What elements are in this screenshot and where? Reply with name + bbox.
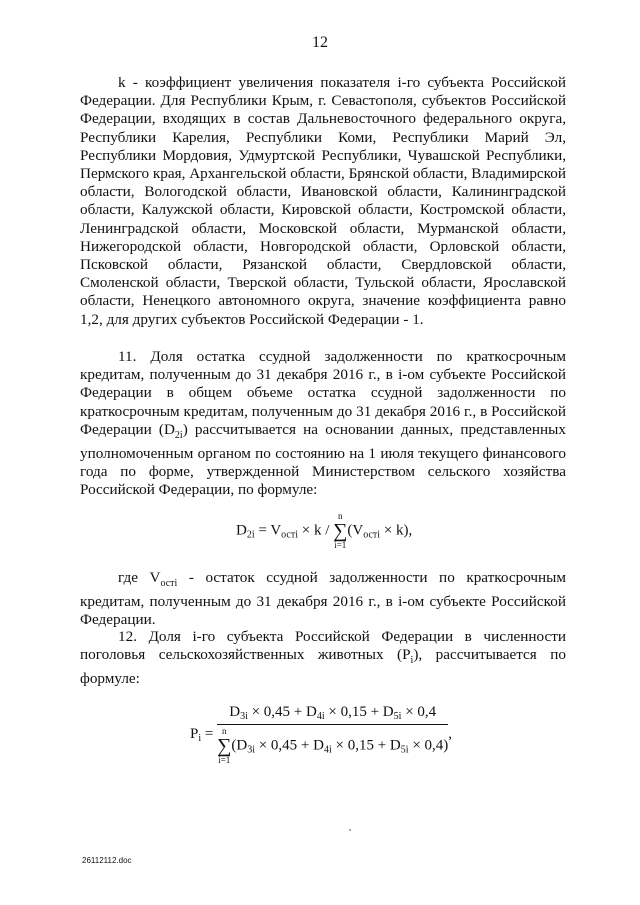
formula-d2i-eq: = V [254, 522, 282, 539]
formula-d2i-mid: × k / [298, 522, 334, 539]
paragraph-12 [80, 628, 566, 689]
formula-d2i-sum-sign: ∑ [333, 520, 348, 542]
formula-pi [190, 704, 452, 765]
formula-d2i-lhs-sub: 2i [246, 529, 255, 541]
formula-d2i-sum-bottom: i=1 [334, 540, 347, 550]
formula-pi-num-d4-sub: 4i [316, 711, 325, 722]
formula-pi-num-t1: × 0,45 + D [247, 704, 317, 720]
formula-d2i-paren: (V [347, 522, 364, 539]
paragraph-11-symbol-sub: 2i [174, 429, 183, 441]
formula-d2i-lhs: D [236, 522, 247, 539]
paragraph-k-text: k - коэффициент увеличения показателя i-го субъекта Российской Федерации. Для Республики Крым, г. Севастополя, субъектов Российской Федерации, входящих в состав Дальневосточного федерального округа, Республики Карелия, Республики Коми, Республики Марий Эл, Республики Мордовия, Удмуртской Республики, Чувашской Республики, Пермского края, Архангельской области, Брянской области, Владимирской области, Вологодской области, Ивановской области, Калининградской области, Калужской области, Кировской области, Костромской области, Ленинградской области, Московской области, Мурманской области, Нижегородской области, Новгородской области, Орловской области, Псковской области, Рязанской области, Свердловской области, Смоленской области, Тверской области, Тульской области, Ярославской области, Ненецкого автономного округа, значение коэффициента равно 1,2, для других субъектов Российской Федерации - 1. [80, 74, 566, 328]
formula-pi-sum-bottom: i=1 [218, 755, 231, 765]
formula-pi-den-t2: × 0,15 + D [331, 737, 401, 754]
paragraph-11-text [80, 348, 566, 500]
formula-pi-den-open: (D [231, 737, 248, 754]
formula-pi-lhs: P [190, 726, 199, 742]
paragraph-11 [80, 348, 566, 500]
formula-pi-denominator [217, 725, 448, 765]
formula-pi-sum-top: n [221, 726, 227, 736]
formula-pi-num-d3-sub: 3i [240, 711, 248, 722]
formula-pi-den-d4-sub: 4i [323, 744, 332, 756]
formula-pi-den-t3: × 0,4) [408, 737, 449, 754]
formula-pi-den-t1: × 0,45 + D [254, 737, 324, 754]
where-clause-text [80, 569, 566, 630]
paragraph-12-text-end: ), рассчитывается по формуле: [80, 646, 566, 688]
formula-d2i-v-sub-2: остi [363, 529, 381, 541]
formula-pi-den-d3-sub: 3i [247, 744, 255, 756]
formula-pi-eq: = [201, 726, 214, 742]
paragraph-12-text-start: 12. Доля i-го субъекта Российской Федерации в численности поголовья сельскохозяйственных животных (P [80, 628, 566, 664]
formula-pi-num-t2: × 0,15 + D [324, 704, 394, 720]
formula-d2i-v-sub: остi [281, 529, 298, 541]
where-rest: - остаток ссудной задолженности по краткосрочным кредитам, полученным до 31 декабря 2016 г., в i-ом субъекте Российской Федерации. [80, 569, 566, 629]
where-clause [80, 569, 566, 630]
paragraph-12-sub: i [410, 655, 414, 667]
document-footer: 26112112.doc [82, 856, 132, 865]
formula-pi-fraction [217, 704, 448, 765]
scan-speck [349, 829, 351, 831]
formula-pi-sum-sign: ∑ [217, 735, 232, 757]
paragraph-k-coefficient [80, 74, 566, 329]
formula-pi-trailing: , [448, 726, 453, 742]
formula-d2i-sum [333, 512, 347, 550]
page-number: 12 [312, 34, 328, 51]
paragraph-11-text-start: 11. Доля остатка ссудной задолженности по краткосрочным кредитам, полученным до 31 декабря 2016 г., в i-ом субъекте Российской Федерации в общем объеме остатка ссудной задолженности по краткосрочным кредитам, полученным до 31 декабря 2016 г., в Российской Федерации ( [80, 348, 566, 438]
where-sub: остi [160, 578, 178, 590]
formula-d2i [236, 512, 412, 550]
formula-pi-lhs-sub: i [198, 732, 202, 744]
paragraph-11-symbol: D [163, 420, 175, 438]
formula-pi-num-t3: × 0,4 [401, 704, 437, 720]
formula-pi-den-d5-sub: 5i [400, 744, 409, 756]
formula-pi-numerator [217, 704, 448, 725]
formula-pi-sum [217, 727, 231, 765]
where-prefix: где V [118, 569, 161, 586]
formula-pi-num-d3: D [229, 704, 241, 720]
formula-pi-num-d5-sub: 5i [393, 711, 402, 722]
formula-d2i-tail: × k), [380, 522, 413, 539]
formula-d2i-sum-top: n [338, 511, 343, 521]
paragraph-11-text-end: ) рассчитывается на основании данных, представленных уполномоченным органом по состоянию на 1 июля текущего финансового года по форме, утвержденной Министерством сельского хозяйства Российской Федерации, по формуле: [80, 420, 566, 499]
paragraph-12-text [80, 628, 566, 689]
